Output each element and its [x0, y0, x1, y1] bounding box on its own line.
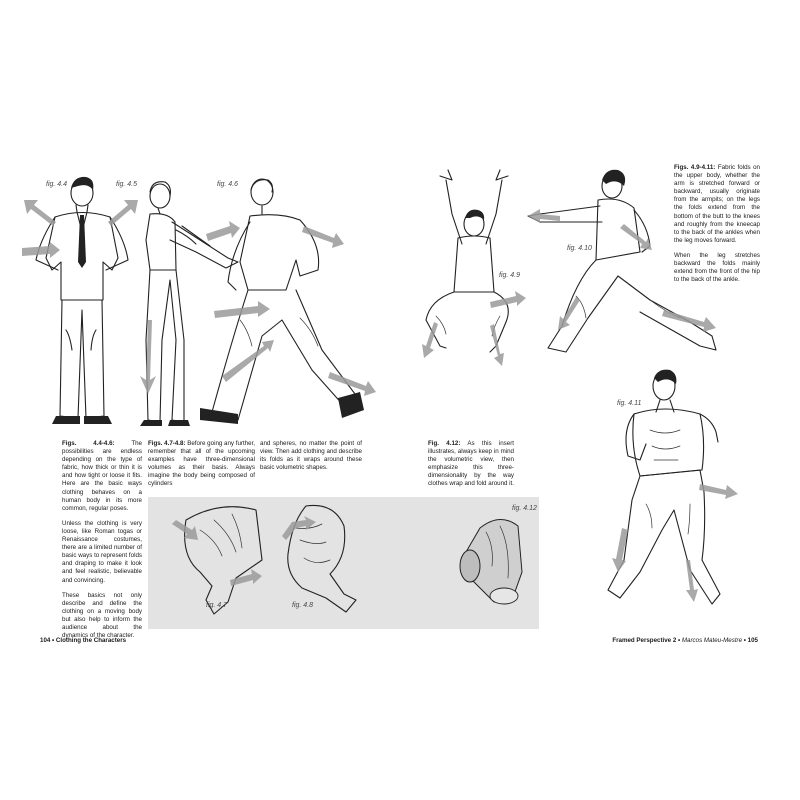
figure-4-9-arms-raised [426, 170, 508, 352]
figure-4-4-standing-man [36, 177, 128, 424]
arrow-icon [699, 484, 738, 499]
text-column-2 [148, 440, 255, 496]
text-column-3 [260, 440, 362, 479]
caption-lead: Figs. 4.9-4.11: [674, 164, 716, 171]
footer-left: 104 • Clothing the Characters [40, 637, 127, 644]
figure-label-4-11: fig. 4.11 [617, 400, 642, 407]
arrow-icon [206, 221, 240, 241]
paragraph: Fig. 4.12: As this insert illustrates, always keep in mind the volumetric view, then emphasize this three-dimensionality by the way clothes wrap and fold around it. [428, 440, 514, 488]
paragraph: and spheres, no matter the point of view. Then add clothing and describe its folds as it wraps around these basic volumetric shapes. [260, 440, 362, 472]
caption-lead: Fig. 4.12: [428, 440, 461, 447]
figure-label-4-9: fig. 4.9 [499, 272, 521, 279]
figure-label-4-8: fig. 4.8 [292, 602, 314, 609]
figure-label-4-10: fig. 4.10 [567, 245, 592, 252]
arrow-icon [140, 320, 156, 394]
paragraph: Figs. 4.7-4.8: Before going any further, remember that all of the upcoming examples have three-dimensional volumes as their basis. Always imagine the body being composed of cylinders [148, 440, 256, 488]
figure-label-4-6: fig. 4.6 [217, 181, 239, 188]
arrow-icon [328, 372, 376, 396]
figure-label-4-5: fig. 4.5 [116, 181, 138, 188]
paragraph: These basics not only describe and define the clothing on a moving body but also help to inform the audience about the dynamics of the character. [62, 591, 142, 640]
paragraph: When the leg stretches backward the folds mainly extend from the front of the hip to the back of the ankle. [674, 251, 760, 284]
caption-lead: Figs. 4.7-4.8: [148, 440, 186, 447]
arrow-icon [222, 340, 274, 382]
text-column-4 [428, 440, 514, 496]
paragraph: Figs. 4.9-4.11: Fabric folds on the upper body, whether the arm is stretched forward or backward, usually originate from the armpits; on the legs the folds extend from the bottom of the butt to the knees and roughly from the kneecap to the back of the ankles when the leg moves forward. [674, 164, 760, 244]
figure-label-4-4: fig. 4.4 [46, 181, 68, 188]
arrow-icon [490, 324, 504, 366]
arrow-icon [620, 224, 652, 250]
figure-label-4-7: fig. 4.7 [206, 602, 228, 609]
arrow-icon [24, 200, 56, 226]
arrow-icon [490, 291, 526, 308]
arrow-icon [108, 200, 138, 226]
author-name: Marcos Mateu-Mestre [680, 637, 743, 644]
text-column-right [674, 164, 760, 291]
paragraph: Figs. 4.4-4.6: The possibilities are endless depending on the type of fabric, how thick or thin it is and how tight or loose it fits. Here are the basic ways clothing behaves on a human body in its more common, regular poses. [62, 440, 142, 512]
caption-lead: Figs. 4.4-4.6: [62, 440, 115, 447]
figure-label-4-12: fig. 4.12 [512, 505, 537, 512]
figure-4-5-side-man [140, 182, 238, 426]
figure-4-6-walking-man [200, 179, 364, 424]
arrow-icon [214, 301, 270, 318]
arrow-icon [528, 209, 560, 223]
paragraph: Unless the clothing is very loose, like Roman togas or Renaissance costumes, there are a limited number of basic ways to represent folds and draping to make it look and feel realistic, believable and convincing. [62, 519, 142, 584]
arrow-icon [558, 297, 580, 330]
arrow-icon [686, 560, 698, 602]
text-column-1 [62, 440, 142, 647]
arrow-icon [302, 226, 344, 248]
footer-right: Framed Perspective 2 • Marcos Mateu-Mestre • 105 [612, 637, 758, 644]
